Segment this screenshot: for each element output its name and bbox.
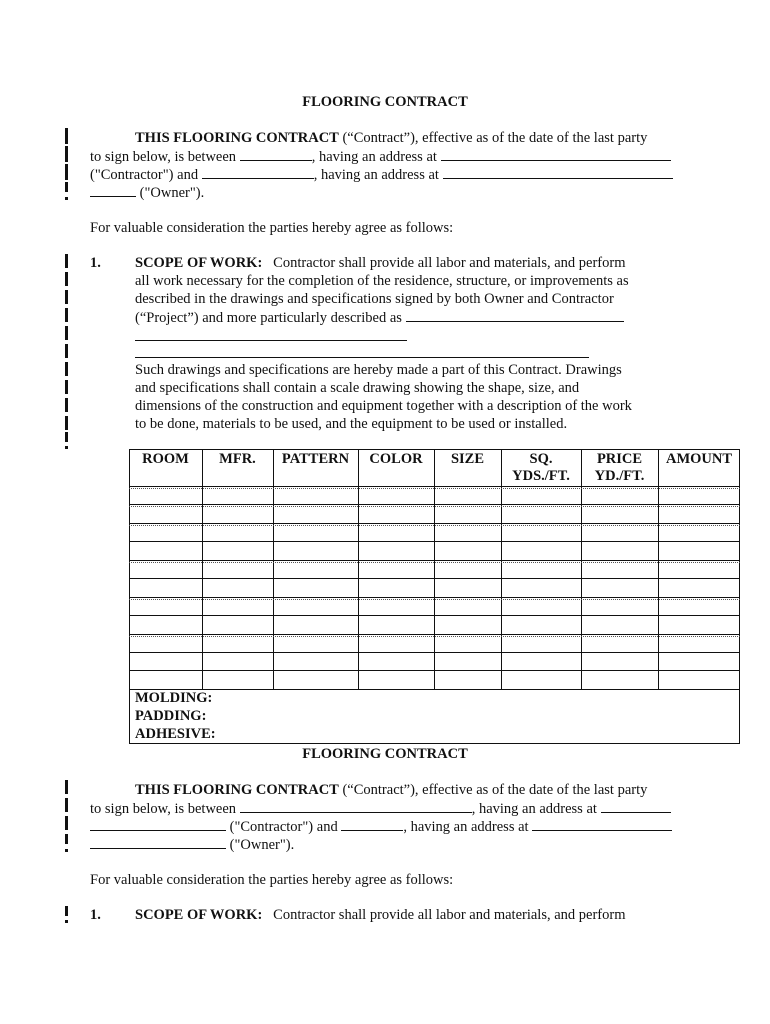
owner2-address-continued-blank[interactable] [90,836,226,849]
consideration-text-2: For valuable consideration the parties hereby agree as follows: [90,872,454,888]
revision-marker [65,197,68,200]
intro-text: ("Contractor") and [90,167,202,183]
scope-para2-line-2: and specifications shall contain a scale drawing showing the shape, size, and [135,380,580,396]
column-header-color: COLOR [369,451,423,467]
revision-marker [65,798,68,812]
intro-lead-rest: (“Contract”), effective as of the date of the last party [338,130,648,146]
revision-marker [65,290,68,304]
materials-table [129,449,740,744]
scope2-heading: SCOPE OF WORK: [135,907,263,923]
contract-title: FLOORING CONTRACT [302,94,468,110]
row-divider [129,652,740,653]
consideration-text: For valuable consideration the parties hereby agree as follows: [90,220,454,236]
column-divider [358,449,359,689]
contractor2-name-blank[interactable] [240,800,472,813]
column-header-sq: SQ. [529,451,553,467]
intro-line-2 [90,148,671,166]
row-divider [129,689,740,690]
row-divider [129,486,740,487]
revision-marker [65,834,68,844]
table-border [129,743,740,744]
project-description-blank-3[interactable] [135,357,589,358]
owner-name-blank[interactable] [202,166,314,179]
revision-marker [65,344,68,358]
intro-text: ("Owner"). [136,185,205,201]
column-divider [581,449,582,689]
intro2-line-1 [135,782,647,799]
intro-line-1 [135,130,647,147]
intro-line-3 [90,166,673,184]
scope-text: (“Project”) and more particularly described as [135,310,406,326]
intro2-line-2 [90,800,671,818]
project-description-blank-2[interactable] [135,340,407,341]
revision-marker [65,308,68,322]
column-divider [501,449,502,689]
row-divider [129,578,740,579]
owner2-name-blank[interactable] [341,818,403,831]
intro-text: , having an address at [313,167,443,183]
owner-address-continued-blank[interactable] [90,184,136,197]
revision-marker [65,398,68,412]
column-header-price-unit: YD./FT. [594,468,645,484]
row-divider [129,525,740,526]
scope-number: 1. [90,255,101,271]
intro2-text: , having an address at [403,819,533,835]
intro-lead: THIS FLOORING CONTRACT [135,130,339,146]
intro-text: to sign below, is between [90,149,240,165]
intro2-text: to sign below, is between [90,801,240,817]
row-divider [129,560,740,561]
row-divider [129,670,740,671]
owner2-address-blank[interactable] [532,818,672,831]
row-divider [129,504,740,505]
contractor2-address-blank[interactable] [601,800,671,813]
column-header-size: SIZE [450,451,485,467]
scope-line-4 [135,309,624,327]
row-divider [129,599,740,600]
scope-text: Contractor shall provide all labor and materials, and perform [273,255,626,271]
intro2-line-3 [90,818,672,836]
row-divider [129,488,740,489]
intro-text: , having an address at [311,149,441,165]
padding-label: PADDING: [135,708,207,724]
intro2-line-4 [90,836,294,854]
column-header-sq-unit: YDS./FT. [512,468,570,484]
row-divider [129,523,740,524]
row-divider [129,562,740,563]
revision-marker [65,272,68,286]
row-divider [129,506,740,507]
scope2-line-1 [135,907,625,924]
column-header-pattern: PATTERN [281,451,350,467]
intro-line-4 [90,184,204,202]
scope-line-1 [135,255,625,272]
intro2-text: ("Contractor") and [226,819,342,835]
intro2-lead: THIS FLOORING CONTRACT [135,782,339,798]
owner-address-blank[interactable] [443,166,673,179]
column-header-room: ROOM [142,451,189,467]
revision-marker [65,920,68,923]
column-header-amount: AMOUNT [665,451,733,467]
row-divider [129,634,740,635]
revision-marker [65,432,68,442]
contractor-name-blank[interactable] [240,148,312,161]
revision-marker [65,380,68,394]
row-divider [129,541,740,542]
scope-line-3: described in the drawings and specifications signed by both Owner and Contractor [135,291,614,307]
row-divider [129,636,740,637]
scope2-text: Contractor shall provide all labor and materials, and perform [273,907,626,923]
scope-para2-line-4: to be done, materials to be used, and the equipment to be used or installed. [135,416,568,432]
revision-marker [65,446,68,449]
revision-marker [65,182,68,192]
column-divider [658,449,659,689]
column-divider [202,449,203,689]
revision-marker [65,128,68,144]
revision-marker [65,326,68,340]
column-divider [273,449,274,689]
scope2-number: 1. [90,907,101,923]
scope-heading: SCOPE OF WORK: [135,255,263,271]
revision-marker [65,254,68,268]
scope-line-2: all work necessary for the completion of the residence, structure, or improvements as [135,273,629,289]
revision-marker [65,416,68,430]
adhesive-label: ADHESIVE: [135,726,216,742]
column-header-mfr: MFR. [219,451,256,467]
intro2-text: ("Owner"). [226,837,295,853]
revision-marker [65,780,68,794]
intro2-lead-rest: (“Contract”), effective as of the date of the last party [338,782,648,798]
contractor2-address-continued-blank[interactable] [90,818,226,831]
revision-marker [65,362,68,376]
scope-para2-line-3: dimensions of the construction and equipment together with a description of the work [135,398,632,414]
contract-title-2: FLOORING CONTRACT [302,746,468,762]
intro2-text: , having an address at [471,801,601,817]
revision-marker [65,816,68,830]
revision-marker [65,906,68,916]
column-divider [434,449,435,689]
project-description-blank[interactable] [406,309,624,322]
revision-marker [65,164,68,180]
column-header-price: PRICE [596,451,643,467]
molding-label: MOLDING: [135,690,213,706]
scope-para2-line-1: Such drawings and specifications are hereby made a part of this Contract. Drawings [135,362,622,378]
revision-marker [65,849,68,852]
contractor-address-blank[interactable] [441,148,671,161]
revision-marker [65,146,68,162]
row-divider [129,615,740,616]
row-divider [129,597,740,598]
